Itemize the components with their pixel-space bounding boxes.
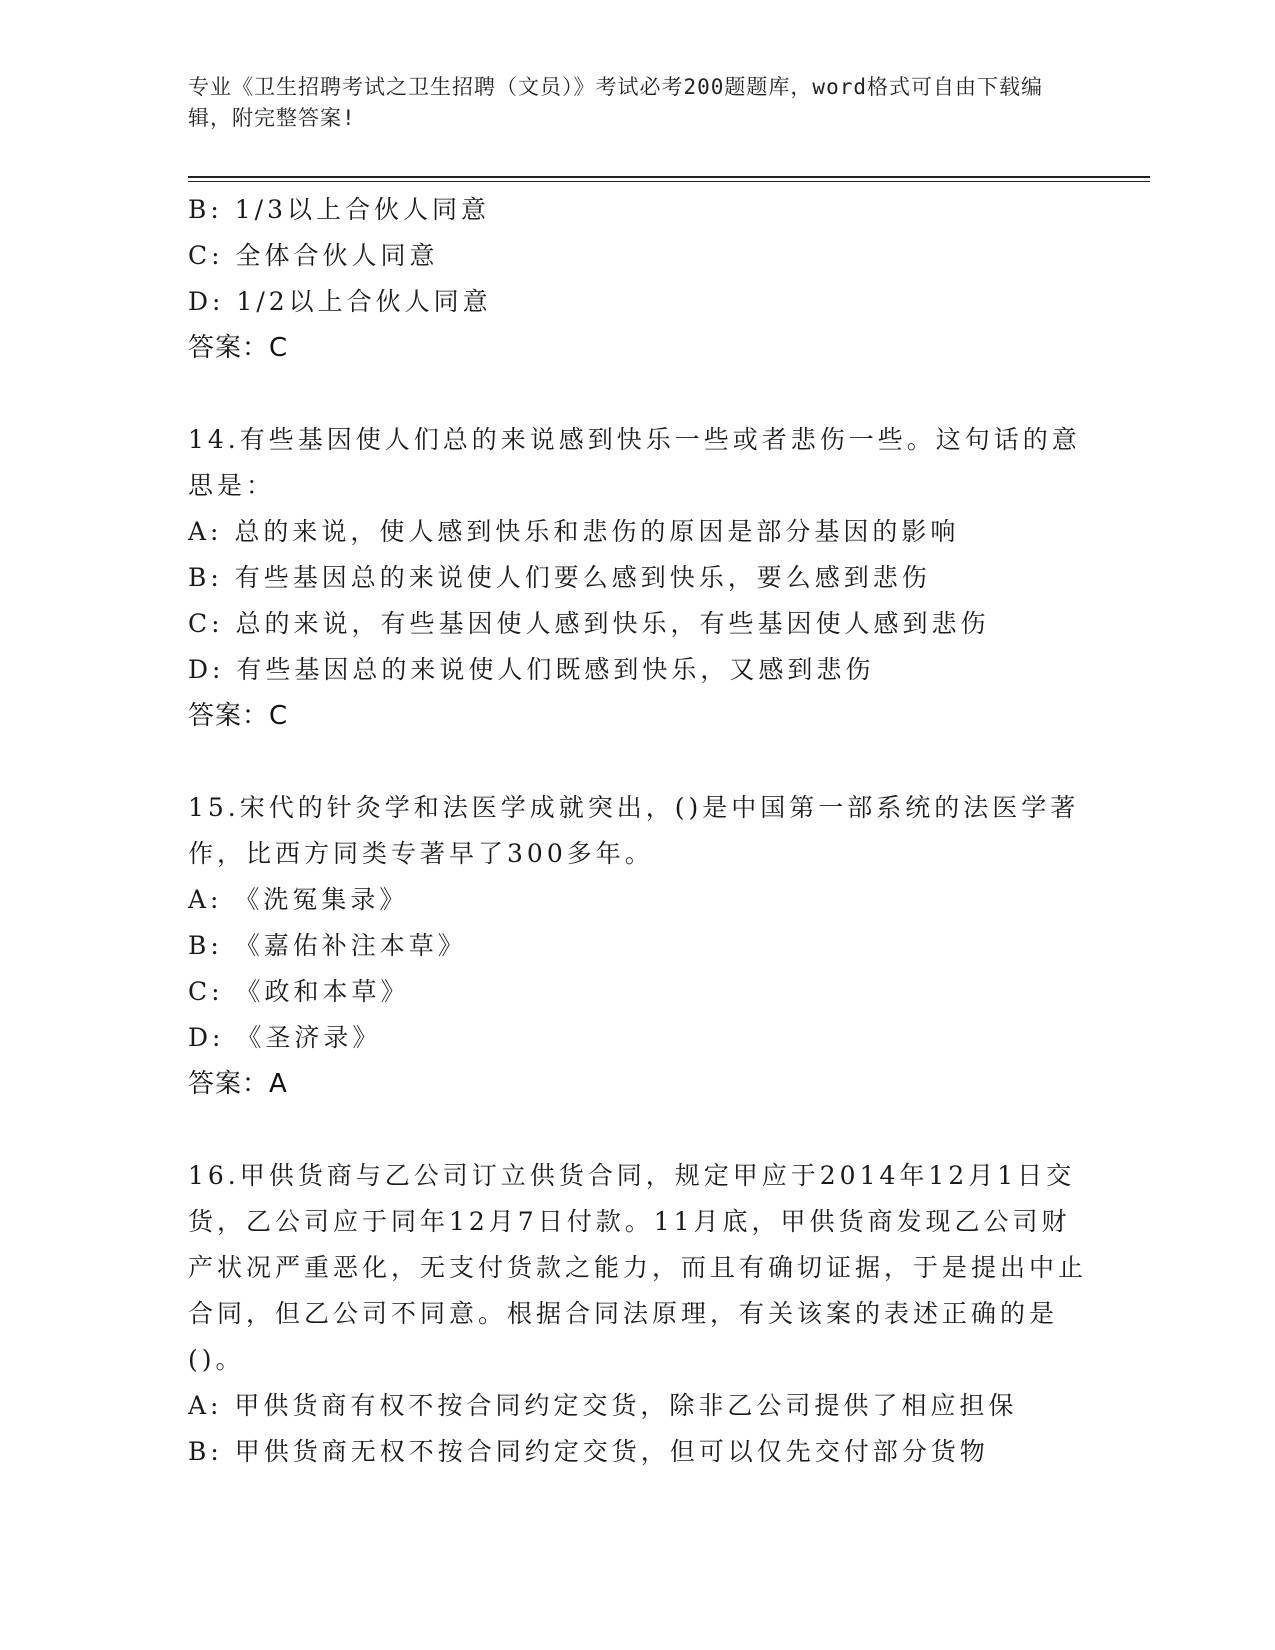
header-divider-thin [188, 181, 1150, 182]
option-b: B: 《嘉佑补注本草》 [188, 931, 467, 960]
question-16 [188, 1153, 1088, 1475]
answer-line: 答案：C [188, 701, 289, 731]
option-d: D: 1/2以上合伙人同意 [188, 287, 492, 316]
document-header: 专业《卫生招聘考试之卫生招聘（文员）》考试必考200题题库，word格式可自由下载编辑，附完整答案! [188, 75, 1043, 130]
option-b: B: 1/3以上合伙人同意 [188, 195, 490, 224]
option-b: B: 有些基因总的来说使人们要么感到快乐，要么感到悲伤 [188, 563, 931, 592]
header-divider-thick [188, 176, 1150, 178]
option-d: D: 《圣济录》 [188, 1023, 382, 1052]
option-c: C: 全体合伙人同意 [188, 241, 439, 270]
previous-question-fragment [188, 187, 1088, 371]
option-c: C: 《政和本草》 [188, 977, 410, 1006]
option-c: C: 总的来说，有些基因使人感到快乐，有些基因使人感到悲伤 [188, 609, 990, 638]
question-text: 14.有些基因使人们总的来说感到快乐一些或者悲伤一些。这句话的意思是： [188, 425, 1081, 500]
question-text: 15.宋代的针灸学和法医学成就突出，()是中国第一部系统的法医学著作，比西方同类专著早了300多年。 [188, 793, 1080, 868]
question-15 [188, 785, 1088, 1107]
question-14 [188, 417, 1088, 739]
question-content [188, 187, 1088, 1475]
answer-line: 答案：C [188, 333, 289, 363]
option-a: A: 甲供货商有权不按合同约定交货，除非乙公司提供了相应担保 [188, 1391, 1018, 1420]
option-a: A: 总的来说，使人感到快乐和悲伤的原因是部分基因的影响 [188, 517, 960, 546]
option-d: D: 有些基因总的来说使人们既感到快乐，又感到悲伤 [188, 655, 875, 684]
option-a: A: 《洗冤集录》 [188, 885, 409, 914]
question-text: 16.甲供货商与乙公司订立供货合同，规定甲应于2014年12月1日交货，乙公司应于同年12月7日付款。11月底，甲供货商发现乙公司财产状况严重恶化，无支付货款之能力，而且有确切证据，于是提出中止合同，但乙公司不同意。根据合同法原理，有关该案的表述正确的是()。 [188, 1161, 1088, 1374]
option-b: B: 甲供货商无权不按合同约定交货，但可以仅先交付部分货物 [188, 1437, 989, 1466]
answer-line: 答案：A [188, 1069, 288, 1099]
